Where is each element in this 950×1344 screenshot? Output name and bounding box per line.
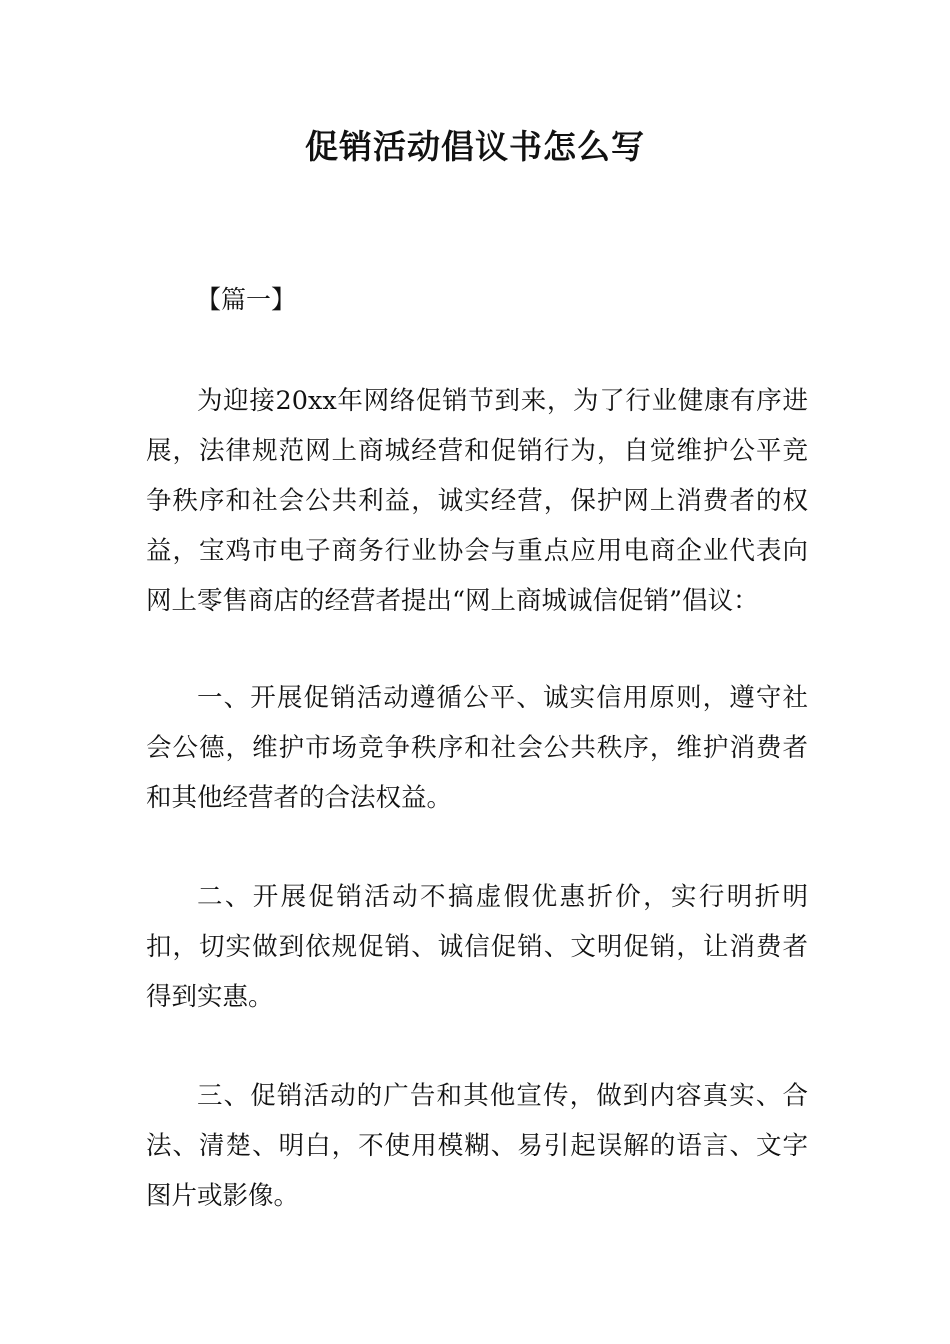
paragraph-item-1: 一、开展促销活动遵循公平、诚实信用原则，遵守社会公德，维护市场竞争秩序和社会公共秩序，维护消费者和其他经营者的合法权益。 [146,683,808,813]
paragraph-item-3: 三、促销活动的广告和其他宣传，做到内容真实、合法、清楚、明白，不使用模糊、易引起误解的语言、文字图片或影像。 [146,1081,808,1211]
document-title: 促销活动倡议书怎么写 [305,127,645,166]
section-label: 【篇一】 [196,285,297,314]
paragraph-intro: 为迎接20xx年网络促销节到来，为了行业健康有序进展，法律规范网上商城经营和促销行为，自觉维护公平竞争秩序和社会公共利益，诚实经营，保护网上消费者的权益，宝鸡市电子商务行业协会与重点应用电商企业代表向网上零售商店的经营者提出“网上商城诚信促销”倡议： [146,386,808,616]
paragraph-item-2: 二、开展促销活动不搞虚假优惠折价，实行明折明扣，切实做到依规促销、诚信促销、文明促销，让消费者得到实惠。 [146,882,808,1012]
